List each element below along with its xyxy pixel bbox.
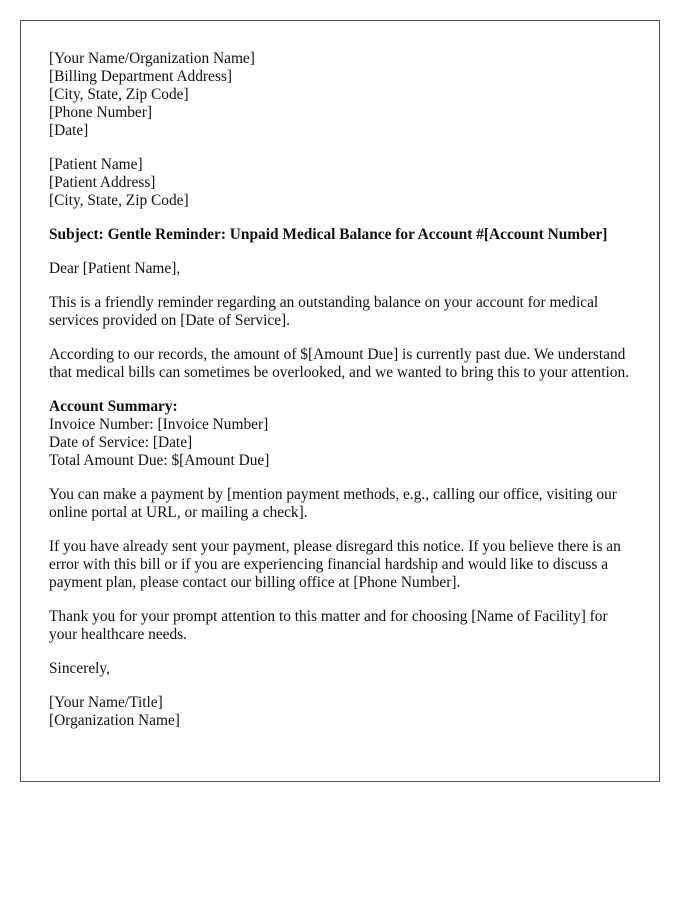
account-summary-block	[49, 398, 631, 470]
signer-name-title: [Your Name/Title]	[49, 694, 163, 711]
invoice-number-line: Invoice Number: [Invoice Number]	[49, 416, 269, 433]
signature-block	[49, 694, 631, 730]
signoff: Sincerely,	[49, 660, 110, 677]
sender-city-state-zip: [City, State, Zip Code]	[49, 86, 189, 103]
date-of-service-line: Date of Service: [Date]	[49, 434, 193, 451]
recipient-city-state-zip: [City, State, Zip Code]	[49, 192, 189, 209]
sender-address-block	[49, 50, 631, 140]
body-paragraph-payment-methods: You can make a payment by [mention payment methods, e.g., calling our office, visiting our online portal at URL, or mailing a check].	[49, 486, 617, 521]
signer-organization: [Organization Name]	[49, 712, 180, 729]
recipient-address-block	[49, 156, 631, 210]
letter-date: [Date]	[49, 122, 89, 139]
salutation: Dear [Patient Name],	[49, 260, 181, 277]
body-paragraph-intro: This is a friendly reminder regarding an outstanding balance on your account for medical services provided on [Date of Service].	[49, 294, 599, 329]
subject-line: Subject: Gentle Reminder: Unpaid Medical Balance for Account #[Account Number]	[49, 226, 608, 243]
sender-address: [Billing Department Address]	[49, 68, 232, 85]
recipient-name: [Patient Name]	[49, 156, 143, 173]
sender-phone: [Phone Number]	[49, 104, 153, 121]
sender-name: [Your Name/Organization Name]	[49, 50, 255, 67]
letter-document	[20, 20, 660, 782]
recipient-address: [Patient Address]	[49, 174, 156, 191]
body-paragraph-thank-you: Thank you for your prompt attention to this matter and for choosing [Name of Facility] for your healthcare needs.	[49, 608, 608, 643]
body-paragraph-amount-due: According to our records, the amount of $[Amount Due] is currently past due. We understand that medical bills can sometimes be overlooked, and we wanted to bring this to your attention.	[49, 346, 630, 381]
account-summary-heading: Account Summary:	[49, 398, 178, 415]
body-paragraph-disregard-notice: If you have already sent your payment, please disregard this notice. If you believe there is an error with this bill or if you are experiencing financial hardship and would like to discuss a payment plan, please contact our billing office at [Phone Number].	[49, 538, 621, 591]
total-amount-due-line: Total Amount Due: $[Amount Due]	[49, 452, 270, 469]
